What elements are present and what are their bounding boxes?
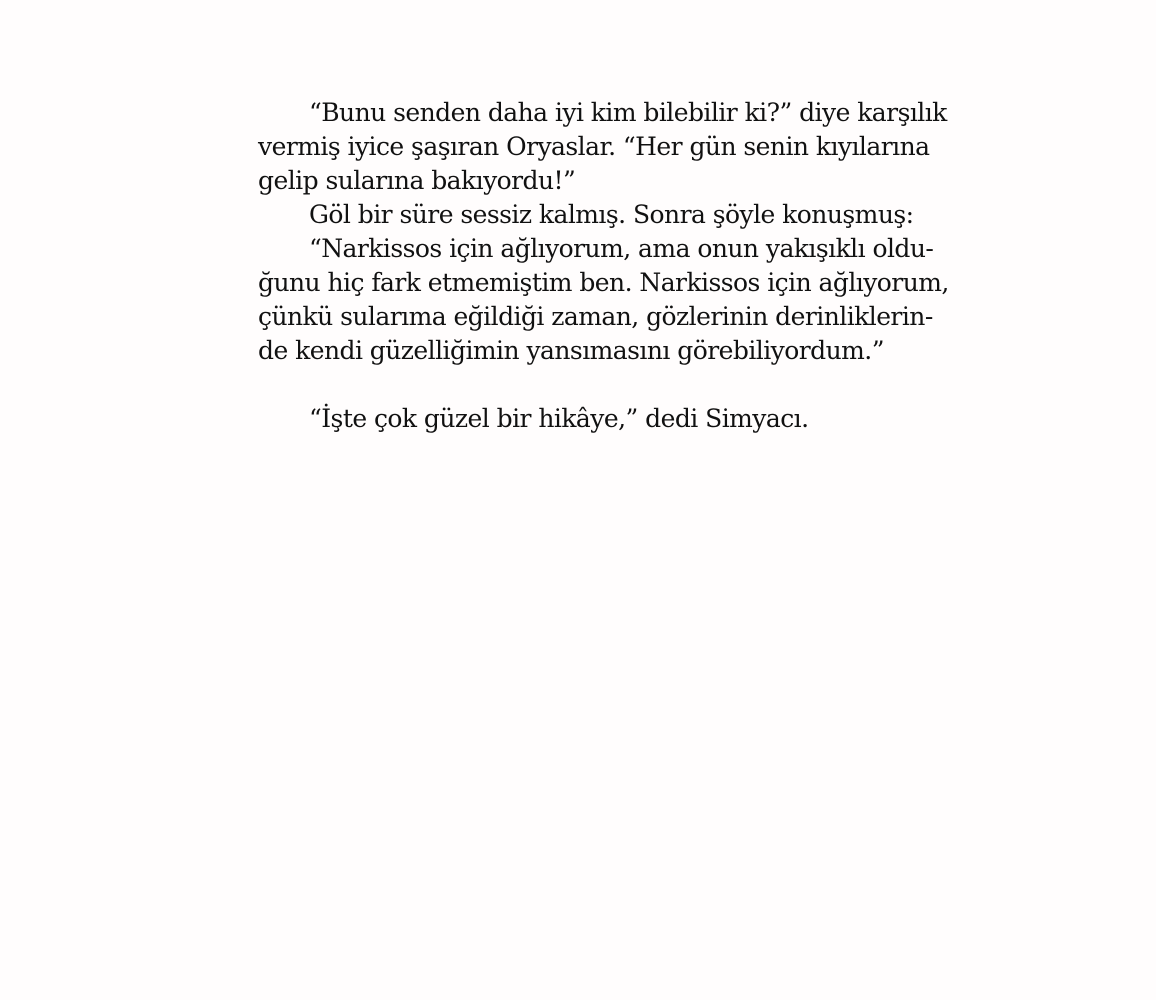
paragraph-gap (258, 368, 898, 402)
text-line-5: “Narkissos için ağlıyorum, ama onun yakışıklı oldu- (309, 234, 934, 263)
text-line-8: de kendi güzelliğimin yansımasını görebiliyordum.” (258, 336, 884, 365)
text-line-3: gelip sularına bakıyordu!” (258, 166, 576, 195)
body-text (258, 96, 949, 436)
text-line-4: Göl bir süre sessiz kalmış. Sonra şöyle konuşmuş: (309, 200, 914, 229)
text-line-9: “İşte çok güzel bir hikâye,” dedi Simyacı. (309, 404, 809, 433)
text-line-6: ğunu hiç fark etmemiştim ben. Narkissos için ağlıyorum, (258, 268, 949, 297)
text-line-2: vermiş iyice şaşıran Oryaslar. “Her gün senin kıyılarına (258, 132, 930, 161)
text-line-1: “Bunu senden daha iyi kim bilebilir ki?” diye karşılık (309, 98, 947, 127)
text-line-7: çünkü sularıma eğildiği zaman, gözlerinin derinliklerin- (258, 302, 933, 331)
